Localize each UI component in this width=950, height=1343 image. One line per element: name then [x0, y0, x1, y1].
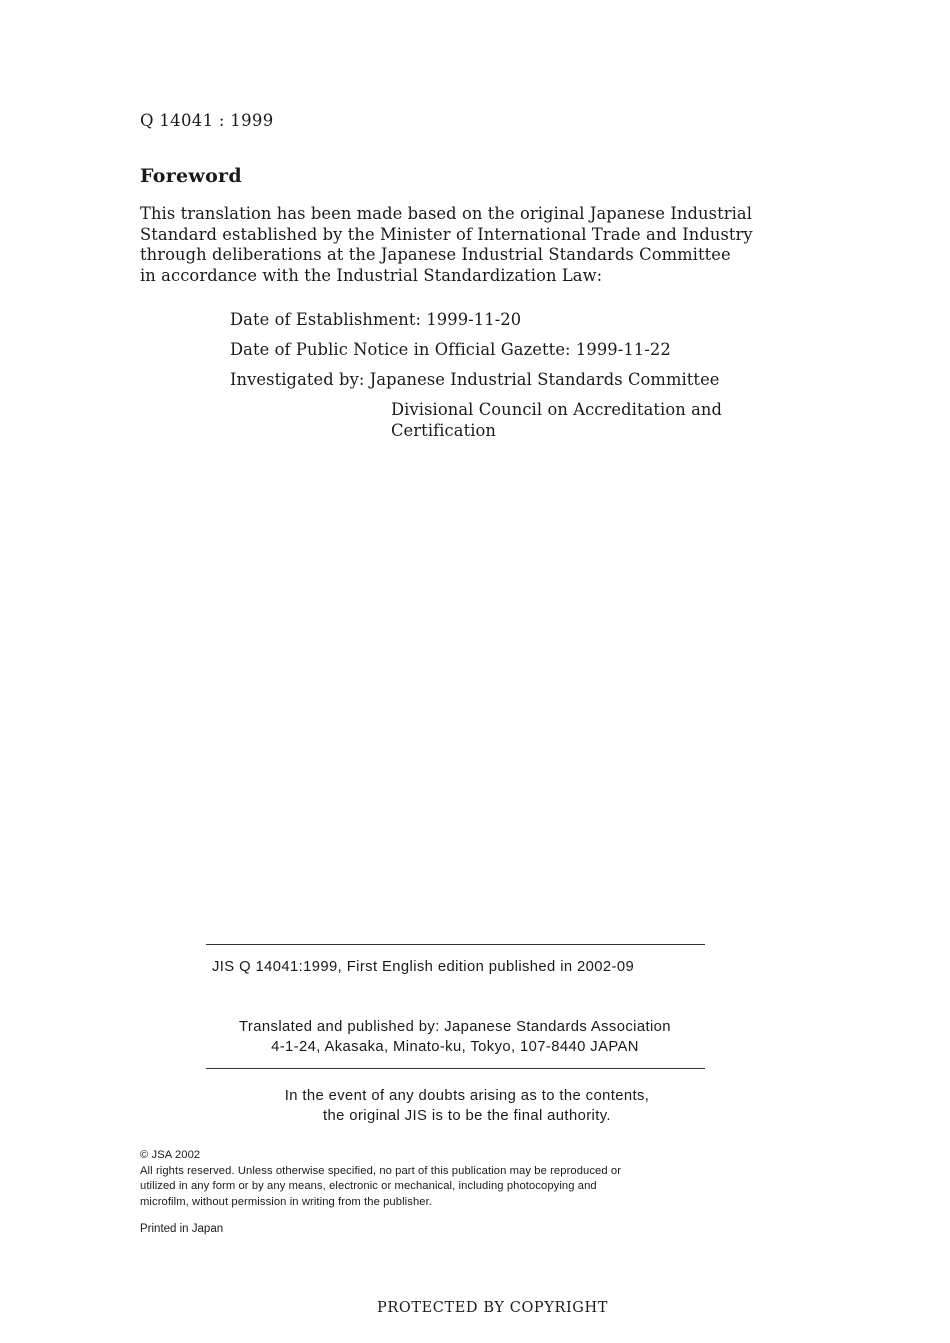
publisher-address: 4-1-24, Akasaka, Minato-ku, Tokyo, 107-8440 JAPAN	[271, 1039, 639, 1055]
bottom-divider	[206, 1068, 705, 1069]
date-of-establishment: Date of Establishment: 1999-11-20	[230, 310, 522, 329]
intro-line: in accordance with the Industrial Standardization Law:	[140, 265, 603, 285]
divisional-council	[391, 399, 722, 441]
intro-line: Standard established by the Minister of International Trade and Industry	[140, 224, 753, 244]
rights-line: All rights reserved. Unless otherwise specified, no part of this publication may be reproduced or	[140, 1164, 622, 1177]
investigated-by: Investigated by: Japanese Industrial Standards Committee	[230, 370, 720, 389]
authority-line: In the event of any doubts arising as to the contents,	[284, 1088, 650, 1104]
council-line: Certification	[391, 421, 497, 440]
document-code: Q 14041 : 1999	[140, 111, 274, 130]
top-divider	[206, 944, 705, 945]
council-line: Divisional Council on Accreditation and	[391, 400, 723, 419]
authority-line: the original JIS is to be the final authority.	[323, 1108, 611, 1124]
copyright-line: © JSA 2002	[140, 1149, 201, 1161]
foreword-intro-paragraph	[140, 204, 780, 286]
foreword-heading: Foreword	[140, 165, 242, 187]
authority-note	[200, 1086, 734, 1126]
edition-statement: JIS Q 14041:1999, First English edition published in 2002-09	[212, 959, 635, 975]
publisher-line: Translated and published by: Japanese Standards Association	[239, 1019, 671, 1035]
printed-in: Printed in Japan	[140, 1223, 224, 1235]
intro-line: through deliberations at the Japanese Industrial Standards Committee	[140, 245, 731, 264]
copyright-notice	[140, 1148, 780, 1210]
rights-line: microfilm, without permission in writing from the publisher.	[140, 1195, 433, 1208]
intro-line: This translation has been made based on the original Japanese Industrial	[140, 204, 753, 223]
date-of-public-notice: Date of Public Notice in Official Gazette: 1999-11-22	[230, 340, 671, 359]
copyright-footer: PROTECTED BY COPYRIGHT	[376, 1300, 609, 1316]
publisher-block	[200, 1017, 710, 1057]
rights-line: utilized in any form or by any means, electronic or mechanical, including photocopying and	[140, 1180, 597, 1192]
